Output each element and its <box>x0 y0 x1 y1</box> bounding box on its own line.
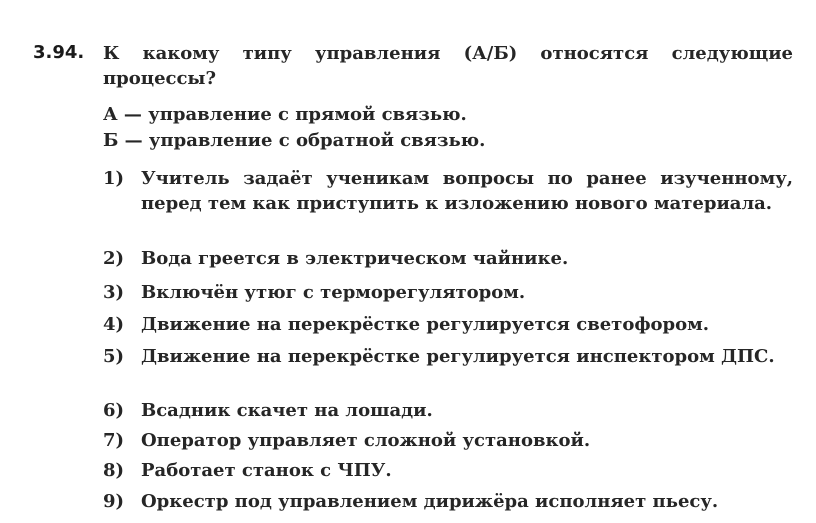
item-text: Движение на перекрёстке регулируется светофором. <box>141 314 710 335</box>
item-text: Оркестр под управлением дирижёра исполняет пьесу. <box>141 491 719 512</box>
problem-question: К какому типу управления (А/Б) относятся следующие процессы? <box>103 43 793 89</box>
item-number: 6) <box>103 400 125 421</box>
item-text: Движение на перекрёстке регулируется инспектором ДПС. <box>141 346 775 367</box>
item-number: 2) <box>103 248 125 269</box>
item-number: 7) <box>103 430 125 451</box>
item-text: Вода греется в электрическом чайнике. <box>141 248 569 269</box>
list-item <box>103 398 793 423</box>
item-number: 9) <box>103 491 125 512</box>
list-item <box>103 246 793 271</box>
item-number: 3) <box>103 282 125 303</box>
list-item <box>103 489 793 514</box>
item-number: 1) <box>103 168 125 189</box>
option-b: Б — управление с обратной связью. <box>103 130 486 151</box>
list-item <box>103 344 793 369</box>
item-text: Включён утюг с терморегулятором. <box>141 282 526 303</box>
list-item <box>103 458 793 483</box>
list-item <box>103 312 793 337</box>
item-text: Работает станок с ЧПУ. <box>141 460 392 481</box>
list-item <box>103 428 793 453</box>
item-number: 5) <box>103 346 125 367</box>
item-number: 4) <box>103 314 125 335</box>
list-item <box>103 280 793 305</box>
item-text: Оператор управляет сложной установкой. <box>141 430 591 451</box>
list-item <box>103 166 793 216</box>
item-number: 8) <box>103 460 125 481</box>
problem-number: 3.94. <box>33 42 85 63</box>
option-a: А — управление с прямой связью. <box>103 104 467 125</box>
item-text: Всадник скачет на лошади. <box>141 400 433 421</box>
item-text: Учитель задаёт ученикам вопросы по ранее изученному, перед тем как приступить к изложению нового материала. <box>141 168 793 214</box>
